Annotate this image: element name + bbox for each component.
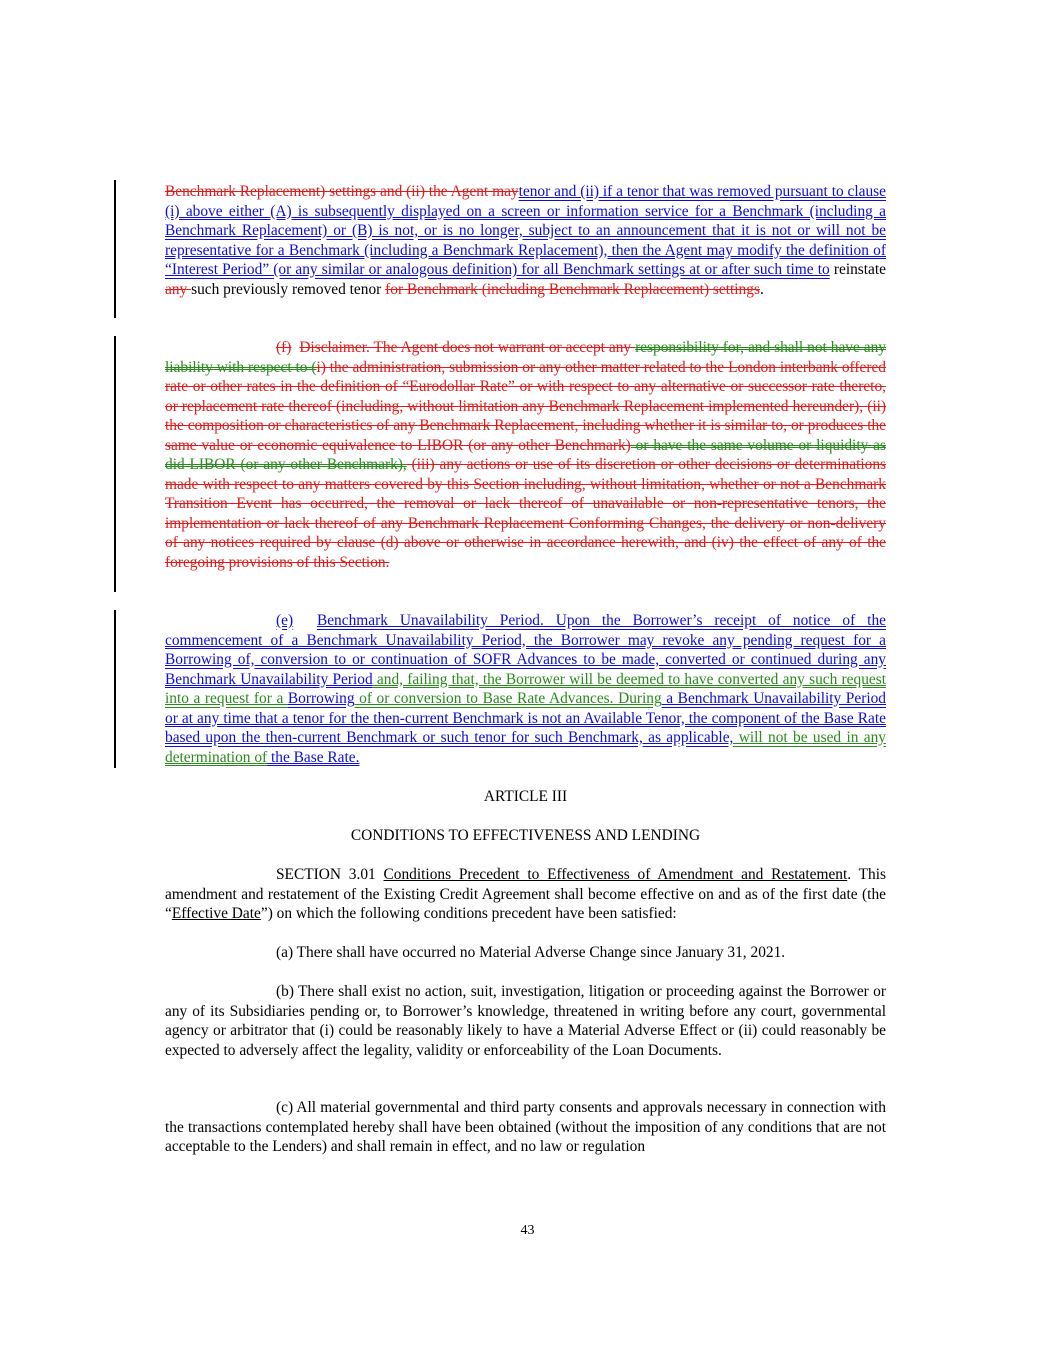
inserted-label: (e) [276,612,294,629]
condition-b [165,982,886,1060]
section-title: Conditions Precedent to Effectiveness of Amendment and Restatement [383,866,848,883]
section-body: ”) on which the following conditions precedent have been satisfied: [260,905,677,922]
deleted-text: Benchmark Replacement) settings and (ii) the Agent may [165,183,519,200]
condition-text: (c) All material governmental and third party consents and approvals necessary in connection with the transactions contemplated hereby shall have been obtained (without the imposition of any conditions that are not acceptable to the Lenders) and shall remain in effect, and no law or regulation [165,1099,886,1155]
inserted-text: Borrowing [287,690,355,707]
change-bar [114,610,116,768]
inserted-text: tenor and (ii) if a tenor that was removed pursuant to clause (i) above either (A) is subsequently displayed on a screen or information service for a Benchmark (including a Benchmark Replacement) or (B) is not, or is no longer, subject to an announcement that it is not or will not be representative for a Benchmark (including a Benchmark Replacement), then the Agent may modify the definition of “Interest Period” (or any similar or analogous definition) for all Benchmark settings at or after such time to [165,183,886,278]
paragraph-benchmark-tenor [165,182,886,299]
deleted-text: i) the administration, submission or any other matter related to the London interbank offered rate or other rates in the definition of “Eurodollar Rate” or with respect to any alternative or successor rate thereto, or replacement rate thereof (including, without limitation any Benchmark Replacement implemented hereunder), (ii) the composition or characteristics of any Benchmark Replacement, including whether it is similar to, or produces the same value or economic equivalence to LIBOR (or any other Benchmark) [165,358,886,454]
inserted-text: Upon the Borrower’s receipt of notice of the commencement of a Benchmark Unavailability Period, the Borrower may revoke any pending request for a Borrowing of, conversion to or continuation of SOFR Advances to be made, converted or continued during any Benchmark Unavailability Period [165,612,886,688]
deleted-text: any [165,280,192,298]
deleted-text: for Benchmark (including Benchmark Replacement) settings [385,280,760,298]
moved-text: will not be used in any determination of [165,729,886,766]
deleted-text: . The Agent does not warrant or accept any [366,339,636,356]
section-3-01 [165,865,886,924]
text: reinstate [829,261,886,278]
moved-text: or have the same volume or liquidity as did LIBOR (or any other Benchmark), [165,436,886,473]
article-heading: ARTICLE III [483,788,568,805]
paragraph-disclaimer [165,338,886,572]
page-number: 43 [520,1223,535,1238]
inserted-title: Benchmark Unavailability Period. [316,612,544,629]
change-bar [114,180,116,318]
text: . [847,866,852,883]
condition-text: (b) There shall exist no action, suit, investigation, litigation or proceeding against the Borrower or any of its Subsidiaries pending or, to Borrower’s knowledge, threatened in writing before any court, governmental agency or arbitrator that (i) could be reasonably likely to have a Material Adverse Effect or (ii) could reasonably be expected to adversely affect the legality, validity or enforceability of the Loan Documents. [165,983,886,1059]
section-number: SECTION 3.01 [276,866,384,883]
condition-text: (a) There shall have occurred no Material Adverse Change since January 31, 2021. [276,944,786,961]
condition-a [165,943,886,963]
deleted-text: (iii) any actions or use of its discretion or other decisions or determinations made with respect to any matters covered by this Section including, without limitation, whether or not a Benchmark Transition Event has occurred, the removal or lack thereof of unavailable or non-representative tenors, the implementation or lack thereof of any Benchmark Replacement Conforming Changes, the delivery or non-delivery of any notices required by clause (d) above or otherwise in accordance herewith, and (iv) the effect of any of the foregoing provisions of this Section. [165,456,887,571]
paragraph-benchmark-unavailability [165,611,886,767]
change-bar [114,336,116,592]
deleted-title: Disclaimer [299,339,366,356]
deleted-label: (f) [276,339,292,356]
defined-term: Effective Date [171,905,261,922]
moved-text: of or conversion to Base Rate Advances. During [354,690,662,707]
text: such previously removed tenor [191,280,386,298]
condition-c [165,1098,886,1157]
section-body: This amendment and restatement of the Existing Credit Agreement shall become effective on and as of the first date (the “ [165,866,886,922]
text: . [759,280,764,298]
moved-text: responsibility for, and shall not have any liability with respect to ( [165,339,886,376]
article-title: CONDITIONS TO EFFECTIVENESS AND LENDING [350,827,701,844]
inserted-text: a Benchmark Unavailability Period or at any time that a tenor for the then-current Benchmark is not an Available Tenor, the component of the Base Rate based upon the then-current Benchmark or such tenor for such Benchmark, as applicable, [165,690,886,746]
moved-text: and, failing that, the Borrower will be deemed to have converted any such request into a request for a [165,670,886,707]
inserted-text: the Base Rate. [267,748,360,766]
